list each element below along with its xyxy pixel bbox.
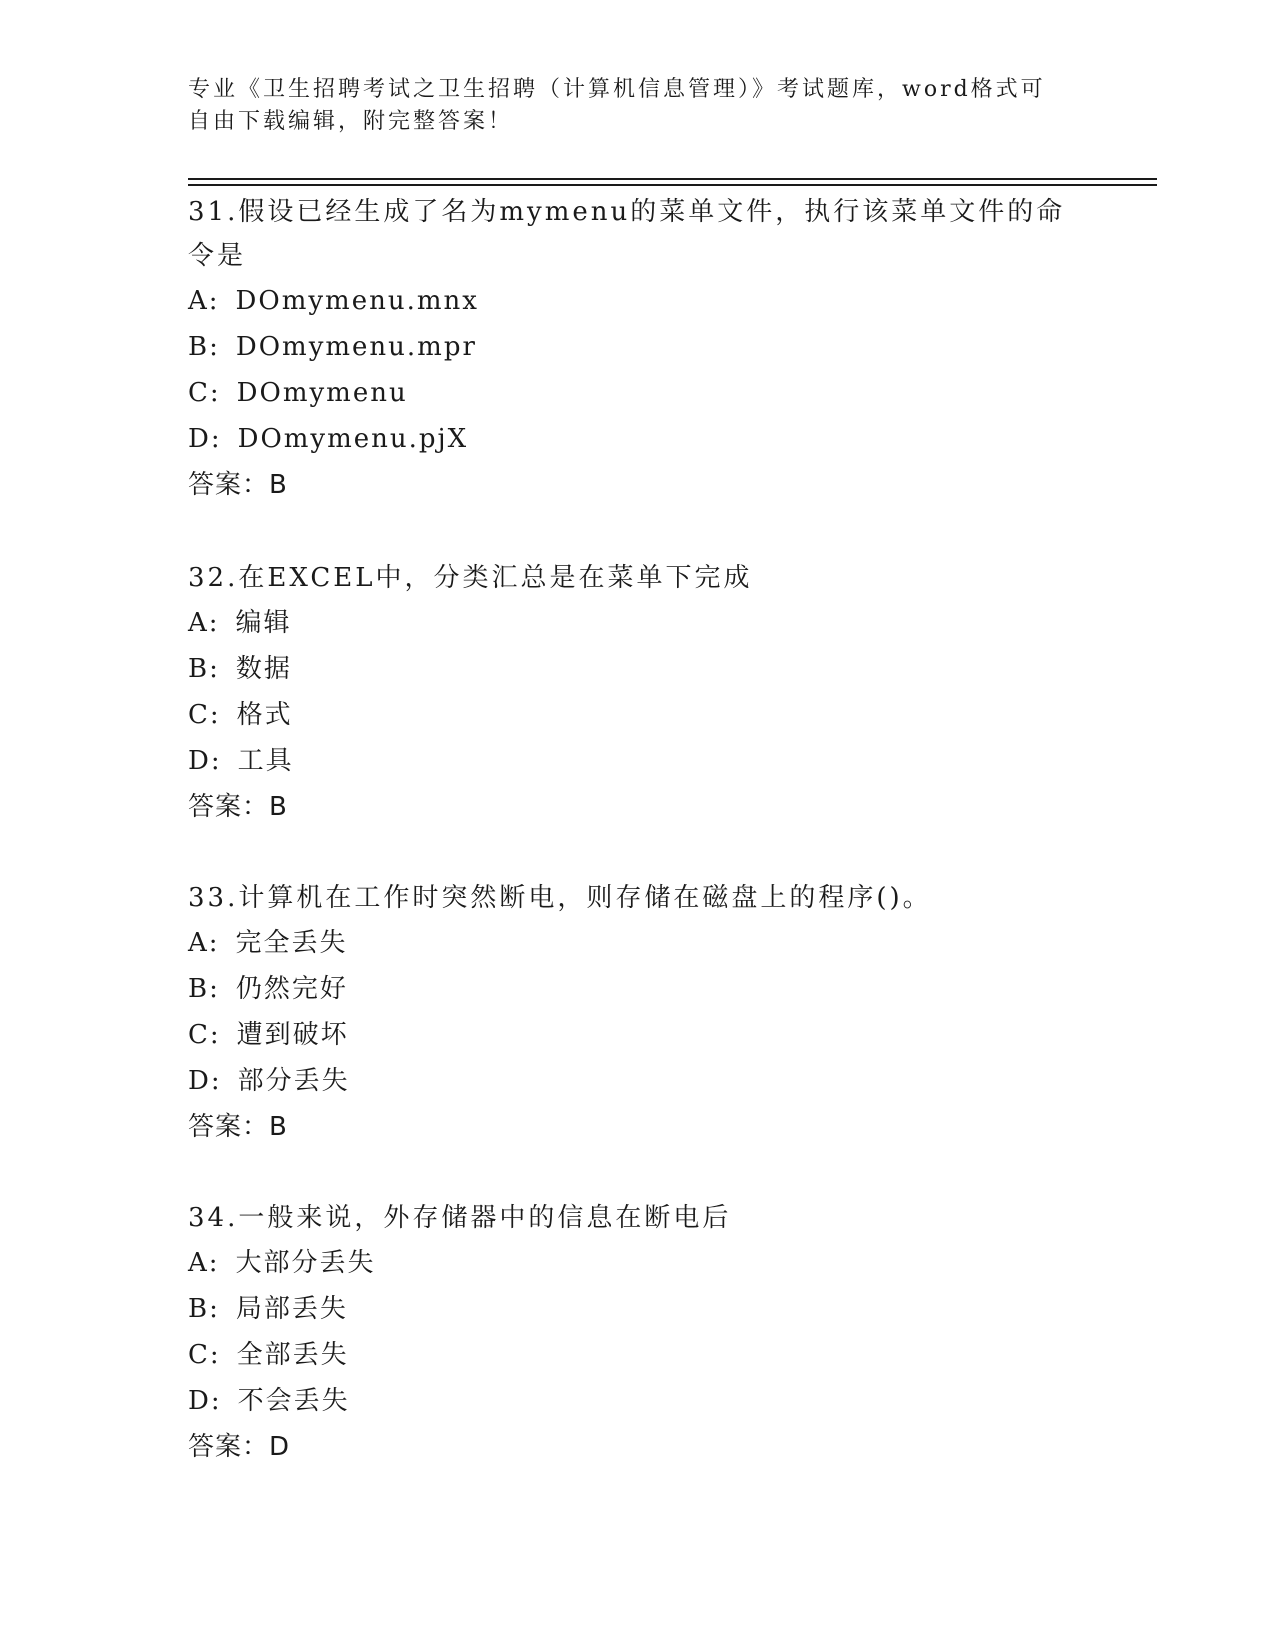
question-stem: 32.在EXCEL中，分类汇总是在菜单下完成 (188, 563, 753, 593)
option-text: 编辑 (235, 608, 292, 638)
option-letter: A: (188, 1248, 220, 1278)
option-d (188, 738, 1088, 784)
option-d (188, 416, 1088, 462)
option-text: DOmymenu.pjX (237, 424, 469, 454)
option-letter: B: (188, 974, 220, 1004)
option-text: 大部分丢失 (235, 1248, 376, 1278)
option-a (188, 920, 1088, 966)
option-letter: B: (188, 332, 220, 362)
option-text: 不会丢失 (237, 1386, 350, 1416)
answer-line: 答案：B (188, 470, 288, 500)
option-a (188, 1240, 1088, 1286)
option-letter: A: (188, 286, 220, 316)
answer-line: 答案：D (188, 1432, 291, 1462)
option-text: 工具 (237, 746, 294, 776)
option-b (188, 966, 1088, 1012)
option-text: DOmymenu.mpr (235, 332, 477, 362)
option-text: 局部丢失 (235, 1294, 348, 1324)
option-text: 格式 (236, 700, 293, 730)
answer-line: 答案：B (188, 1112, 288, 1142)
option-letter: B: (188, 1294, 220, 1324)
option-text: 完全丢失 (235, 928, 348, 958)
option-d (188, 1378, 1088, 1424)
option-letter: D: (188, 424, 222, 454)
question-stem: 34.一般来说，外存储器中的信息在断电后 (188, 1203, 732, 1233)
option-letter: C: (188, 1020, 221, 1050)
option-text: 部分丢失 (237, 1066, 350, 1096)
question-stem: 33.计算机在工作时突然断电，则存储在磁盘上的程序()。 (188, 883, 932, 913)
question-stem: 31.假设已经生成了名为mymenu的菜单文件，执行该菜单文件的命令是 (188, 197, 1066, 271)
option-a (188, 278, 1088, 324)
option-a (188, 600, 1088, 646)
option-letter: A: (188, 608, 220, 638)
option-text: 遭到破坏 (236, 1020, 349, 1050)
option-c (188, 692, 1088, 738)
option-text: DOmymenu (236, 378, 408, 408)
option-letter: C: (188, 378, 221, 408)
option-letter: B: (188, 654, 220, 684)
option-letter: D: (188, 746, 222, 776)
question-31 (188, 190, 1088, 508)
option-letter: D: (188, 1066, 222, 1096)
option-b (188, 1286, 1088, 1332)
option-text: 数据 (235, 654, 292, 684)
answer-line: 答案：B (188, 792, 288, 822)
option-text: 全部丢失 (236, 1340, 349, 1370)
document-intro: 专业《卫生招聘考试之卫生招聘（计算机信息管理）》考试题库，word格式可自由下载编辑，附完整答案！ (188, 77, 1046, 134)
option-c (188, 370, 1088, 416)
option-b (188, 324, 1088, 370)
header-divider-bottom (188, 184, 1157, 186)
option-d (188, 1058, 1088, 1104)
question-32 (188, 556, 1088, 830)
option-c (188, 1012, 1088, 1058)
question-34 (188, 1196, 1088, 1470)
option-text: 仍然完好 (235, 974, 348, 1004)
option-letter: A: (188, 928, 220, 958)
option-letter: D: (188, 1386, 222, 1416)
question-33 (188, 876, 1088, 1150)
option-c (188, 1332, 1088, 1378)
option-letter: C: (188, 700, 221, 730)
option-letter: C: (188, 1340, 221, 1370)
header-divider-top (188, 178, 1157, 180)
option-text: DOmymenu.mnx (235, 286, 479, 316)
option-b (188, 646, 1088, 692)
